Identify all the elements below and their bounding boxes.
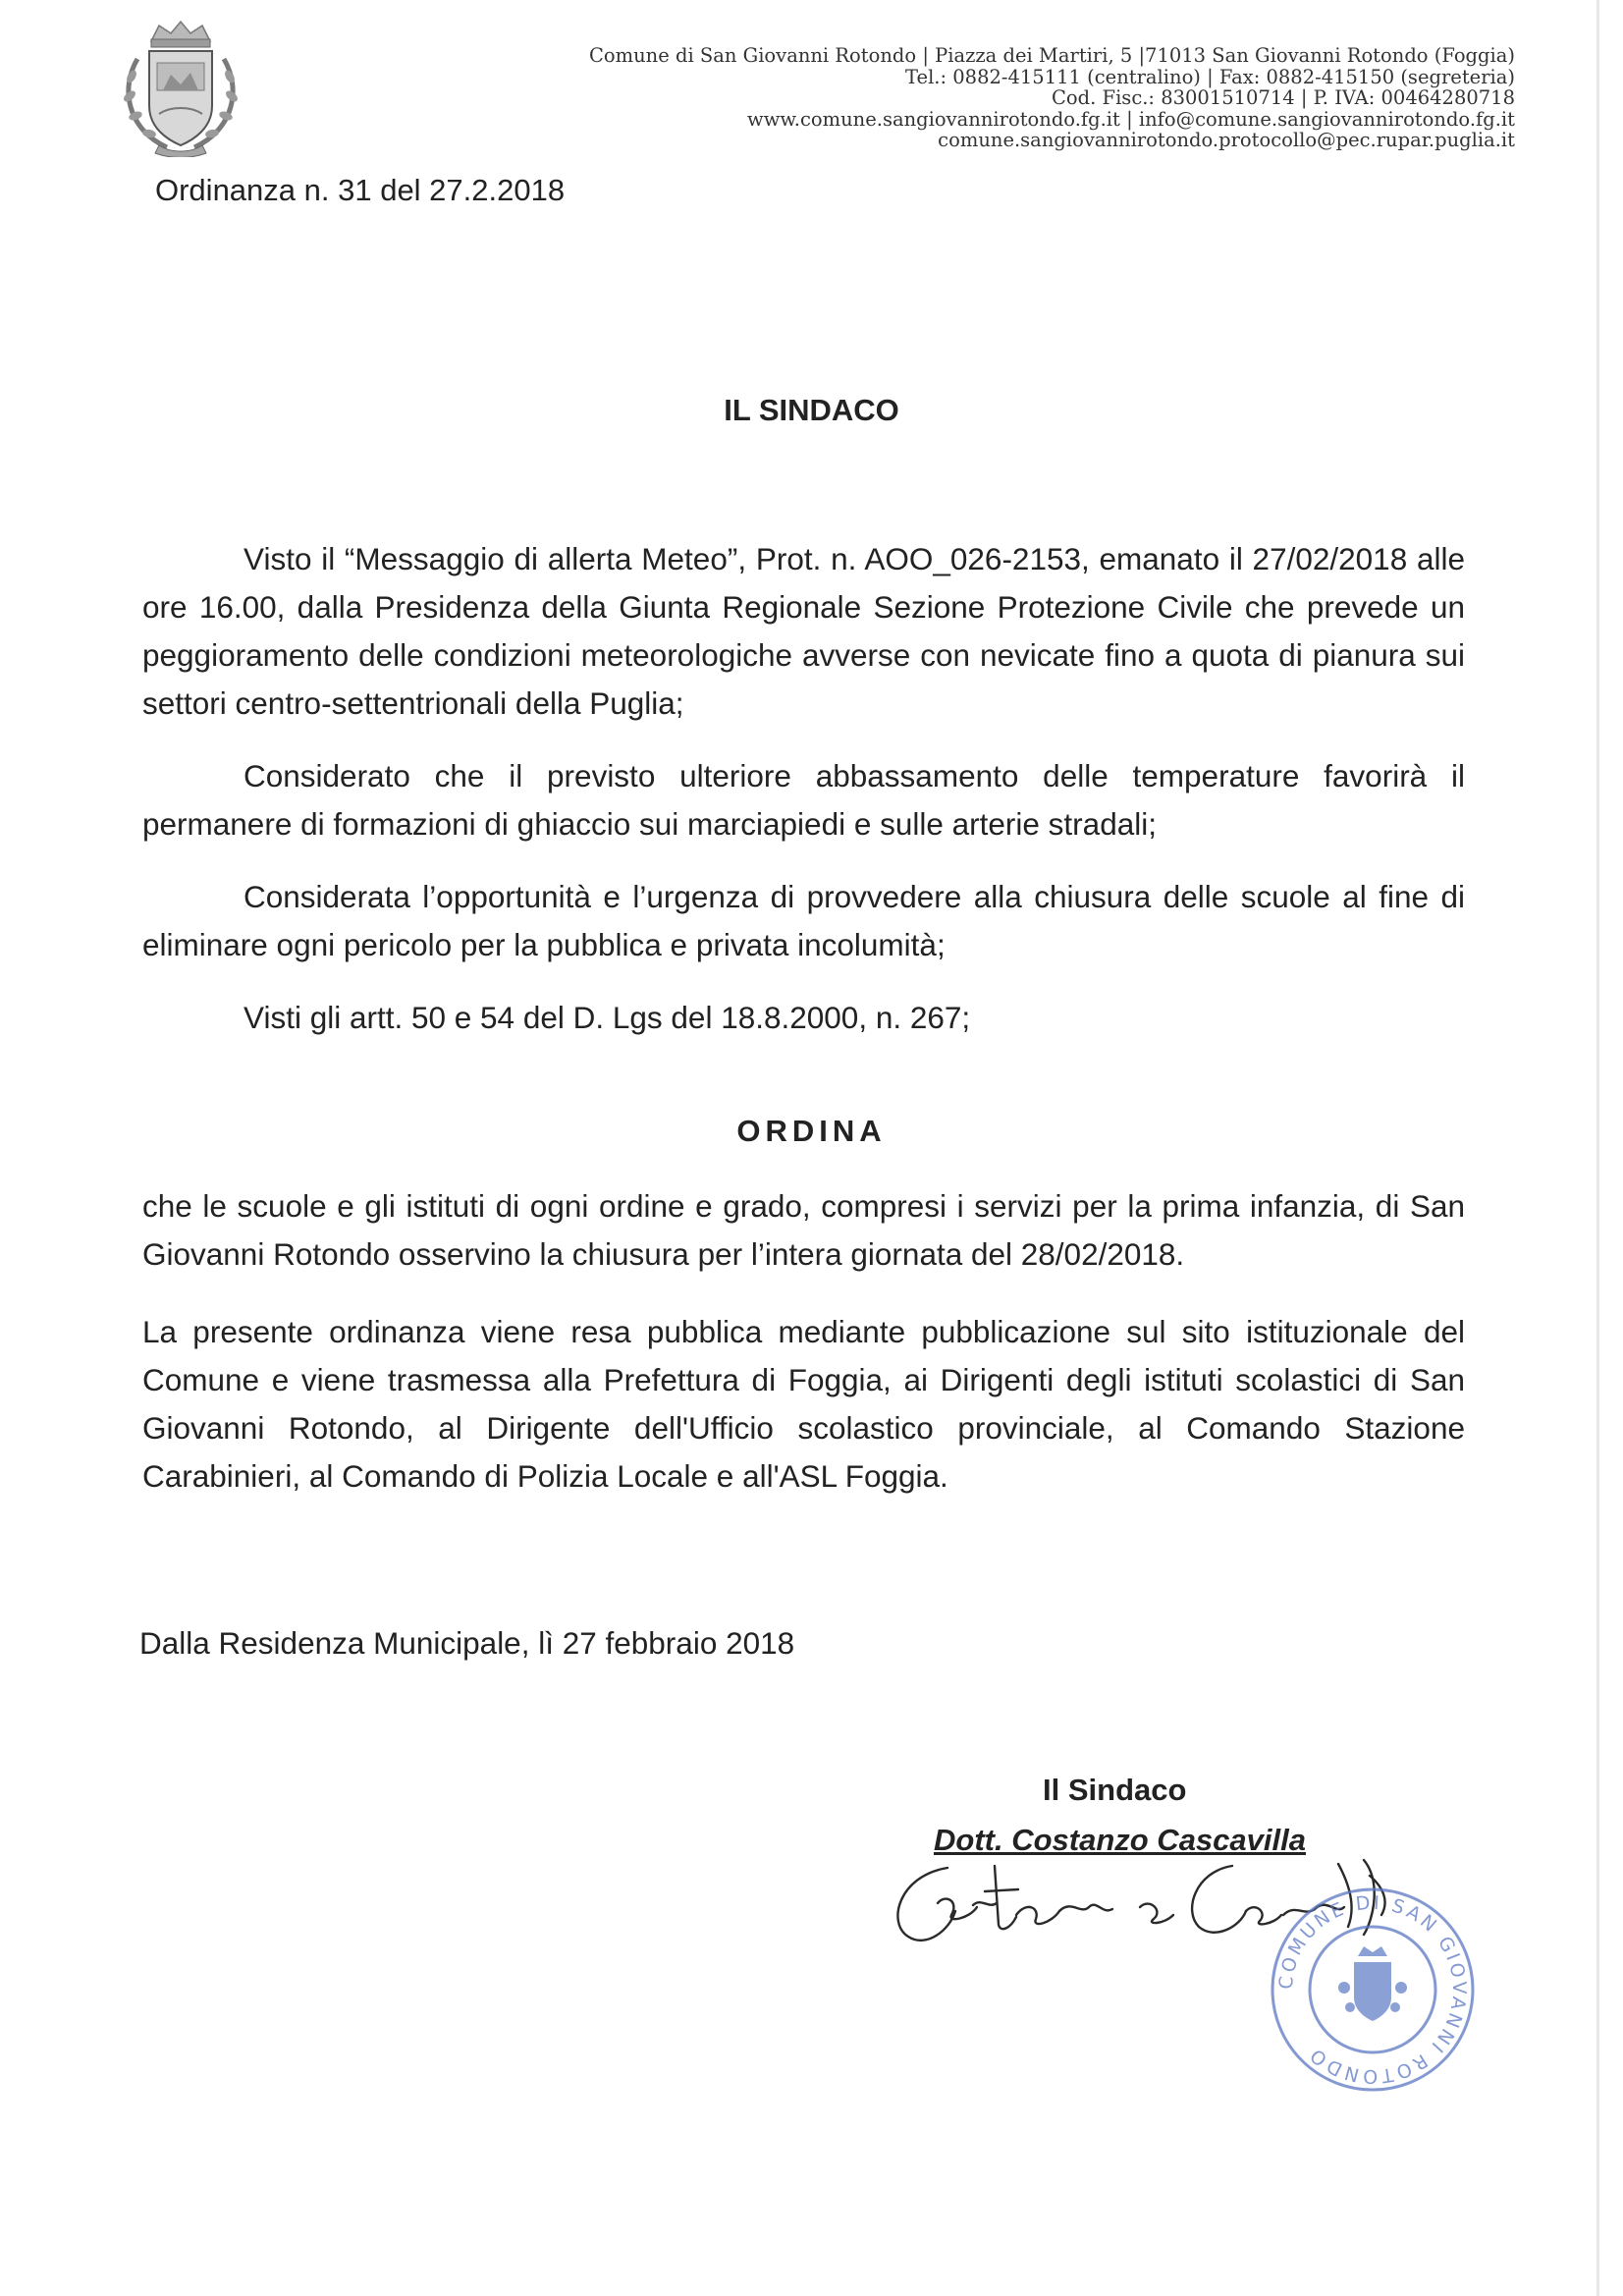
stamp-text: COMUNE DI SAN GIOVANNI ROTONDO: [1274, 1891, 1471, 2088]
municipal-crest-icon: [116, 20, 245, 157]
header-tax-line: Cod. Fisc.: 83001510714 | P. IVA: 00464280718: [1052, 86, 1515, 109]
order-block: [142, 1182, 1465, 1501]
paragraph-temperature: Considerato che il previsto ulteriore abbassamento delle temperature favorirà il permanere di formazioni di ghiaccio sui marciapiedi e sulle arterie stradali;: [142, 758, 1465, 842]
scan-edge-divider: [1596, 0, 1599, 2296]
paragraph-weather-alert: Visto il “Messaggio di allerta Meteo”, Prot. n. AOO_026-2153, emanato il 27/02/2018 alle ore 16.00, dalla Presidenza della Giunta Regionale Sezione Protezione Civile che prevede un peggioramento delle condizioni meteorologiche avverse con nevicate fino a quota di pianura sui settori centro-settentrionali della Puglia;: [142, 541, 1465, 721]
preamble-block: [142, 535, 1465, 1042]
paragraph-publication: La presente ordinanza viene resa pubblica mediante pubblicazione sul sito istituzionale del Comune e viene trasmessa alla Prefettura di Foggia, ai Dirigenti degli istituti scolastici di San Giovanni Rotondo, al Dirigente dell'Ufficio scolastico provinciale, al Comando Stazione Carabinieri, al Comando di Polizia Locale e all'ASL Foggia.: [142, 1314, 1465, 1494]
official-stamp-icon: [1260, 1882, 1486, 2098]
closing-line: Dalla Residenza Municipale, lì 27 febbraio 2018: [139, 1625, 795, 1661]
header-phone-line: Tel.: 0882-415111 (centralino) | Fax: 0882-415150 (segreteria): [905, 65, 1515, 88]
header-pec-line: comune.sangiovannirotondo.protocollo@pec.rupar.puglia.it: [938, 129, 1515, 151]
paragraph-order: che le scuole e gli istituti di ogni ordine e grado, compresi i servizi per la prima infanzia, di San Giovanni Rotondo osservino la chiusura per l’intera giornata del 28/02/2018.: [142, 1188, 1465, 1272]
ordinance-reference: Ordinanza n. 31 del 27.2.2018: [155, 173, 566, 207]
paragraph-legal-reference: Visti gli artt. 50 e 54 del D. Lgs del 18.8.2000, n. 267;: [243, 1000, 971, 1035]
document-title: IL SINDACO: [724, 393, 899, 427]
header-web-line: www.comune.sangiovannirotondo.fg.it | info@comune.sangiovannirotondo.fg.it: [747, 107, 1515, 131]
signature-title: Il Sindaco: [1043, 1773, 1187, 1807]
paragraph-school-closure: Considerata l’opportunità e l’urgenza di provvedere alla chiusura delle scuole al fine di eliminare ogni pericolo per la pubblica e privata incolumità;: [142, 879, 1465, 962]
header-address-line: Comune di San Giovanni Rotondo | Piazza dei Martiri, 5 |71013 San Giovanni Rotondo (Foggia): [588, 44, 1515, 67]
signatory-name: Dott. Costanzo Cascavilla: [934, 1823, 1306, 1857]
municipality-contact-block: [533, 45, 1515, 151]
ordina-heading: ORDINA: [736, 1114, 887, 1148]
